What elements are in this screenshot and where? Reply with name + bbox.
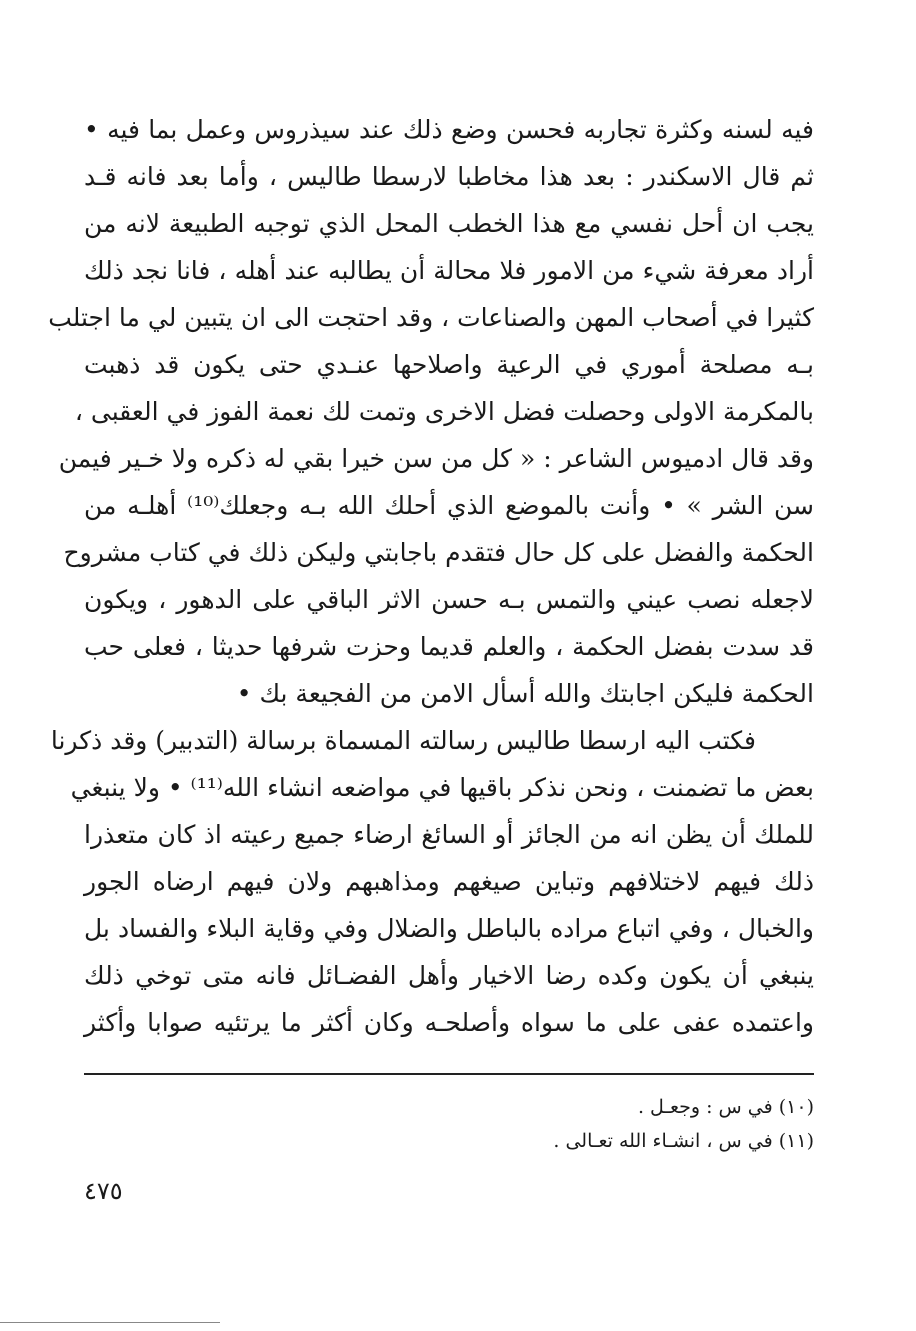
text-line: أراد معرفة شيء من الامور فلا محالة أن يطالبه عند أهله ، فانا نجد ذلك [84,256,814,285]
main-text [48,106,814,1046]
text-line: سن الشر » • وأنت بالموضع الذي أحلك الله بـه وجعلك⁽¹⁰⁾ أهلـه من [84,491,814,520]
footnote-divider [84,1073,814,1075]
footnote-10: (١٠) في س : وجعـل . [637,1096,814,1118]
text-line: للملك أن يظن انه من الجائز أو السائغ ارضاء جميع رعيته اذ كان متعذرا [84,820,814,849]
text-line: الحكمة والفضل على كل حال فتقدم باجابتي وليكن ذلك في كتاب مشروح [63,538,814,567]
footnotes [84,1090,814,1158]
text-line: يجب ان أحل نفسي مع هذا الخطب المحل الذي توجبه الطبيعة لانه من [84,209,814,238]
footnote-11: (١١) في س ، انشـاء الله تعـالى . [553,1130,814,1152]
text-line: بعض ما تضمنت ، ونحن نذكر باقيها في مواضعه انشاء الله⁽¹¹⁾ • ولا ينبغي [70,773,814,802]
scan-edge-line [0,1322,220,1323]
text-line: فيه لسنه وكثرة تجاربه فحسن وضع ذلك عند سيذروس وعمل بما فيه • [84,115,814,144]
text-line: قد سدت بفضل الحكمة ، والعلم قديما وحزت شرفها حديثا ، فعلى حب [84,632,814,661]
page-number: ٤٧٥ [84,1177,123,1205]
text-line: والخبال ، وفي اتباع مراده بالباطل والضلال وفي وقاية البلاء والفساد بل [84,914,814,943]
text-line: كثيرا في أصحاب المهن والصناعات ، وقد احتجت الى ان يتبين لي ما اجتلب [48,303,814,332]
text-line: ثم قال الاسكندر : بعد هذا مخاطبا لارسطا طاليس ، وأما بعد فانه قـد [84,162,814,191]
text-line: فكتب اليه ارسطا طاليس رسالته المسماة برسالة (التدبير) وقد ذكرنا [50,726,756,755]
text-line: ذلك فيهم لاختلافهم وتباين صيغهم ومذاهبهم ولان فيهم ارضاه الجور [84,867,814,896]
paragraph-2 [50,717,814,1046]
text-line: بـه مصلحة أموري في الرعية واصلاحها عنـدي حتى يكون قد ذهبت [84,350,814,379]
text-line: بالمكرمة الاولى وحصلت فضل الاخرى وتمت لك نعمة الفوز في العقبى ، [74,397,814,426]
text-line: لاجعله نصب عيني والتمس بـه حسن الاثر الباقي على الدهور ، ويكون [84,585,814,614]
text-line: وقد قال ادميوس الشاعر : « كل من سن خيرا بقي له ذكره ولا خـير فيمن [58,444,814,473]
text-line: الحكمة فليكن اجابتك والله أسأل الامن من الفجيعة بك • [236,679,814,708]
text-line: ينبغي أن يكون وكده رضا الاخيار وأهل الفضـائل فانه متى توخي ذلك [84,961,814,990]
text-line: واعتمده عفى على ما سواه وأصلحـه وكان أكثر ما يرتئيه صوابا وأكثر [84,1008,814,1037]
paragraph-1 [48,106,814,717]
